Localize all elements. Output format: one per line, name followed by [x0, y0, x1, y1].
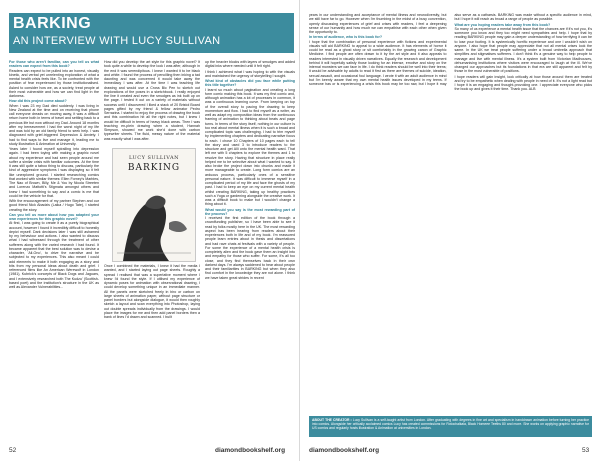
- body-paragraph: At first, I was going to create it as a purely biographical account, however I found it incredibly difficult to honestly depict myself. Dark decisions later I was still ashamed by my behaviour and actions. I also wanted to discuss what I had witnessed through the treatment of other sufferers along with the varied research I had found. It became apparent that the best solution was to devise a character, 'Ali-Ono', to drive the narrative and be subjected to my experiences. This also meant I could add elements to make it both engaging as a story and bits from my personal ideas about death and grief. I referenced films like An American Werewolf in London (1981), Kubrick's concepts of Black Dogs and Jaguars, and I extensively researched both The Kudzu' (Scottish-based poet) and the institution's structure in the UK as well as Alexander Vulnerabilities...: [9, 221, 99, 289]
- body-paragraph: How did you develop the art style for this graphic novel? It took quite a while to develop the look I was after, although in the end it was serendipitous. I knew I wanted it to be black and white. I found the process of pencilling then inking a tad daunting and was concerned it would take away the immediacy I was after. At the time I was teaching life drawing and would use a Cross Bic Pen to sketch out explorations of the poses in a sketchbook. I really enjoyed the line it created and even the smudges as ink built up on the page. I tested it out on a variety of materials without success until I discovered I liked a stack of 20 Bristol Board pages gifted by my friend & fellow animator Pedro Serrazina. I started to enjoy the process of drawing the book and this combination hit all the right notes, but I knew I would be difficult in terms of heavy black areas. Then I was teaching en-plein drawing when a student, Hannah Simpson, showed me work she'd done with carbon typewriter sheets. The fluid, messy nature of the material was exactly what I was after.: [104, 60, 200, 141]
- article-subtitle: AN INTERVIEW WITH LUCY SULLIVAN: [13, 35, 221, 47]
- right-page: [300, 0, 600, 461]
- body-paragraph: Once I combined the materials, I knew it had the media I wanted, and I started laying out page sheets. Roughly a spread I realised that was a superlative moment where I knew I'd found the style. If I utilised my experience of dynamic poses for animation with observational drawing, I could develop something unique in an immediate manner. All the panels were sketched freely in biro or carbon on large sheets of animation paper, without page structure or panel borders but alongside dialogue, it would then roughly sketch a layout and scan everything into Photoshop, laying out double spreads individually from the drawings. I would place the images for me and then add panel borders then a bank of lines I'd drawn and scanned. I built: [104, 264, 200, 319]
- page-number-right: 53: [582, 447, 590, 454]
- left-column-2-bottom: [104, 264, 200, 440]
- body-paragraph: Years later I found myself spiralling into depression again. I had been toying with making a graphic novel about my experience and had seen people around me suffer a similar crisis with familiar outcomes. At the time it was still quite a taboo thing to discuss, particularly the kind of aggressive symptoms I was displaying so it felt like unexplored ground. I started researching comics that worked with similar themes: Ellen Forney's Marbles, The Nao of Brown, Billy, Me & You by Nicola Streeten and Lorenzo Mattotti's Stigmata amongst others and knew I had something to say and a comic is me that could be the vehicle for that.: [9, 147, 99, 198]
- right-column: [309, 13, 592, 411]
- about-text: • Lucy Sullivan is a self-taught artist from London. After graduating with degrees in fine art and specialism in handdrawn animation before turning her practice into comics. Alongside her critically acclaimed comics Lucy has created commissions for Rotochalkala, Black Homeee Teeths 80 and more. She works on applying graphic narrative for US comics and regularly hosts illustration & Animation at universities in London.: [312, 418, 589, 430]
- body-paragraph: So many of us experience a mental health issue that the chances are if it's not you, it's someone you know and they too might need sympathies and help. I hope that by reading BARKING people may gain a deeper understanding of how terrifying it can be to lose your footing. It is systemically horrific experience and one I wouldn't wish on anyone. I also hope that people may appreciate that not all mental crises look the same. In the UK we treat people suffering under a broad umbrella approach that simplifies and stigmatises sufferers. I don't think it's a genuine way to help people to manage and live with mental illness. It's a system built from Victorian Madhouses, dehumanising institutions where visitors were encouraged to laugh at the ill. We've changed our approaches but its foundations in that era are still apparent and felt by those in the most vulnerable of positions.: [454, 26, 592, 74]
- about-the-creator-box: [309, 416, 592, 437]
- left-column-1: [9, 60, 99, 440]
- body-paragraph: up the heavier blocks with layers of smudges and added digital inks where needed until it felt right.: [205, 60, 295, 69]
- title-banner: [9, 13, 294, 53]
- footer-site-left[interactable]: diamondbookshelf.org: [215, 447, 286, 454]
- book-cover-image: [112, 148, 196, 262]
- question-heading: What would you say is the most rewarding part of the process?: [205, 207, 295, 216]
- body-paragraph: I think I achieved what I was hoping to with the visuals and maintained the urgency of storytelling I sought.: [205, 69, 295, 78]
- left-column-3: [205, 60, 295, 440]
- question-heading: How did this project come about?: [9, 99, 67, 104]
- question-heading: In terms of audience, who is this book for?: [309, 35, 383, 40]
- left-column-2-top: [104, 60, 200, 148]
- cover-title: BARKING: [127, 163, 181, 173]
- body-paragraph: I received the first edition of the book through a crowdfunding publisher, so I have been able to see it read by folks mostly here in the UK. The most rewarding aspect has been hearing from readers about their experiences both in life and of my book. I'm reassured people learn entries about in thesis and dissertations and had rave chats at festivals with a variety of people. For some the experience of a mental health crisis is completely alien and the book gave them an insight into and empathy for those who suffer. For some, it's all too close, and they find themselves back in their own darkest days. I'm always saddened to hear about people and their familiarities in BARKING but when they also find comfort in the knowledge they are not alone. I think we have taken great strides in recent: [205, 216, 295, 280]
- body-paragraph: When I was 23 my Dad died suddenly. I was living in New Zealand at the time and on receiving that phone call everyone dreads on moving away, it was a difficult return home both in terms of travel and settling back to a previous life but now without my Dad. Around 18 months after my bereavement I had the worst night of my life and was told by an old family friend to seek help. I was diagnosed with grief-triggered Depression & Anxiety. I had to find ways to live and manage it, leading me to study illustration & Animation at University.: [9, 103, 99, 146]
- article-title: BARKING: [13, 15, 92, 32]
- about-label: ABOUT THE CREATOR: [312, 418, 350, 422]
- body-paragraph: With the encouragement of my partner Stephen and our good friend Nick Abadzis (Laika / Hugo Tate), I started creating the story.: [9, 199, 99, 212]
- body-paragraph: I hope readers will gain insight, look critically at how those around them are treated and try to be empathetic when dealing with people in need of it. It's not a light read but I hope it is an engaging and thought-provoking one. I appreciate everyone who picks the book up and gives it their time. Thank you. ALB: [454, 74, 592, 92]
- body-paragraph: years in our understanding and acceptance of mental illness and neurodiversity, but we still have far to go. However when I'm thumbing in the midst of a busy convention, openly discussing experiences of grief and crises with readers, I feel a deepening sense of our humanity and how much we can empathise with each other when given the opportunity to.: [309, 13, 447, 34]
- body-paragraph: I hope that the combination of personal experience with fictions and experimental visuals will aid BARKING to appeal to a wide audience. It has elements of horror it could be read as a ghost story or sit comfortably in the growing canon of Graphic Medicine. I find people are often drawn to it by the art style and it also appeals to readers interested in visually driven narratives. Equally the research and development behind it will hopefully satisfy those looking for an intense, emotive and story on the internal monsters we can face in life. I do think readers should be well into their teens; it would be advisable by adults to read it first as there are themes of suicide, ideation, sexual assault, and occasional foul language. I wrote it with an adult audience in mind but I'm keenly aware that my own mental health issues developed in my teens. If someone has or is experiencing a crisis this book may be too raw, but I hope it may also serve as a catharsis. BARKING was made without a specific audience in mind, but I hope it will reach as broad a range of people as possible.: [309, 13, 592, 86]
- question-heading: For those who aren't familiar, can you tell us what readers can expect from this book?: [9, 60, 99, 69]
- body-paragraph: Readers can expect to be pulled into an honest, visually kinetic, and verbal yet unrelenting exploration of what a mental health crisis feels like. To be confronted with the position of fear experienced by those institutionalised. Asked to consider how we, as a society, treat people at their most vulnerable and how we can find light in the darkness.: [9, 68, 99, 98]
- question-heading: What kind of obstacles did you face while putting this title together?: [205, 79, 295, 88]
- question-heading: What are you hoping readers take away from this book?: [454, 22, 551, 27]
- footer-site-right[interactable]: diamondbookshelf.org: [309, 447, 380, 454]
- cover-illustration: [113, 173, 195, 261]
- body-paragraph: I learnt so much about pagination and creating a long form comic making this book. It was my first comic and, although animation has a lot of processes in common, it was a continuous learning curve. From keeping on top of the overall story to pacing the drawing to keep momentum and flow. I had to find myself as a writer, as well as adapt my composition ideas from the continuous framing of animation to thinking about beats and page turns. In terms of the story itself, nothing in our culture is too real about mental illness when it is such a broad and complicated topic was challenging. I had to trim myself by implementing chapters and dedicating narrative focus to each. I chose 10 Chapters of 10 pages each to tell the story and used 3 to introduce readers to the structure and get Alli onto the mental health ward. That left me with 5 chapters to explore the themes and 1 to resolve the story. Having that structure in place really helped me to be selective about what I wanted to say. It also broke the project down into chunks and made it more manageable to create. Long form comics are an arduous process, particularly ones of a sensitive personal nature. It was difficult to immerse myself in a complicated period of my life and face the ghosts of my past. I had to keep an eye on my current mental health whilst creating BARKING, taking up healthy practices such a Yoga or gardening alongside the creative work. It was a difficult book to make but I wouldn't change a thing about it.: [205, 87, 295, 207]
- question-heading: Can you tell us more about how you adapted your own experiences for this graphic novel?: [9, 212, 99, 221]
- page-number-left: 52: [9, 447, 17, 454]
- cover-author: LUCY SULLIVAN: [129, 155, 179, 161]
